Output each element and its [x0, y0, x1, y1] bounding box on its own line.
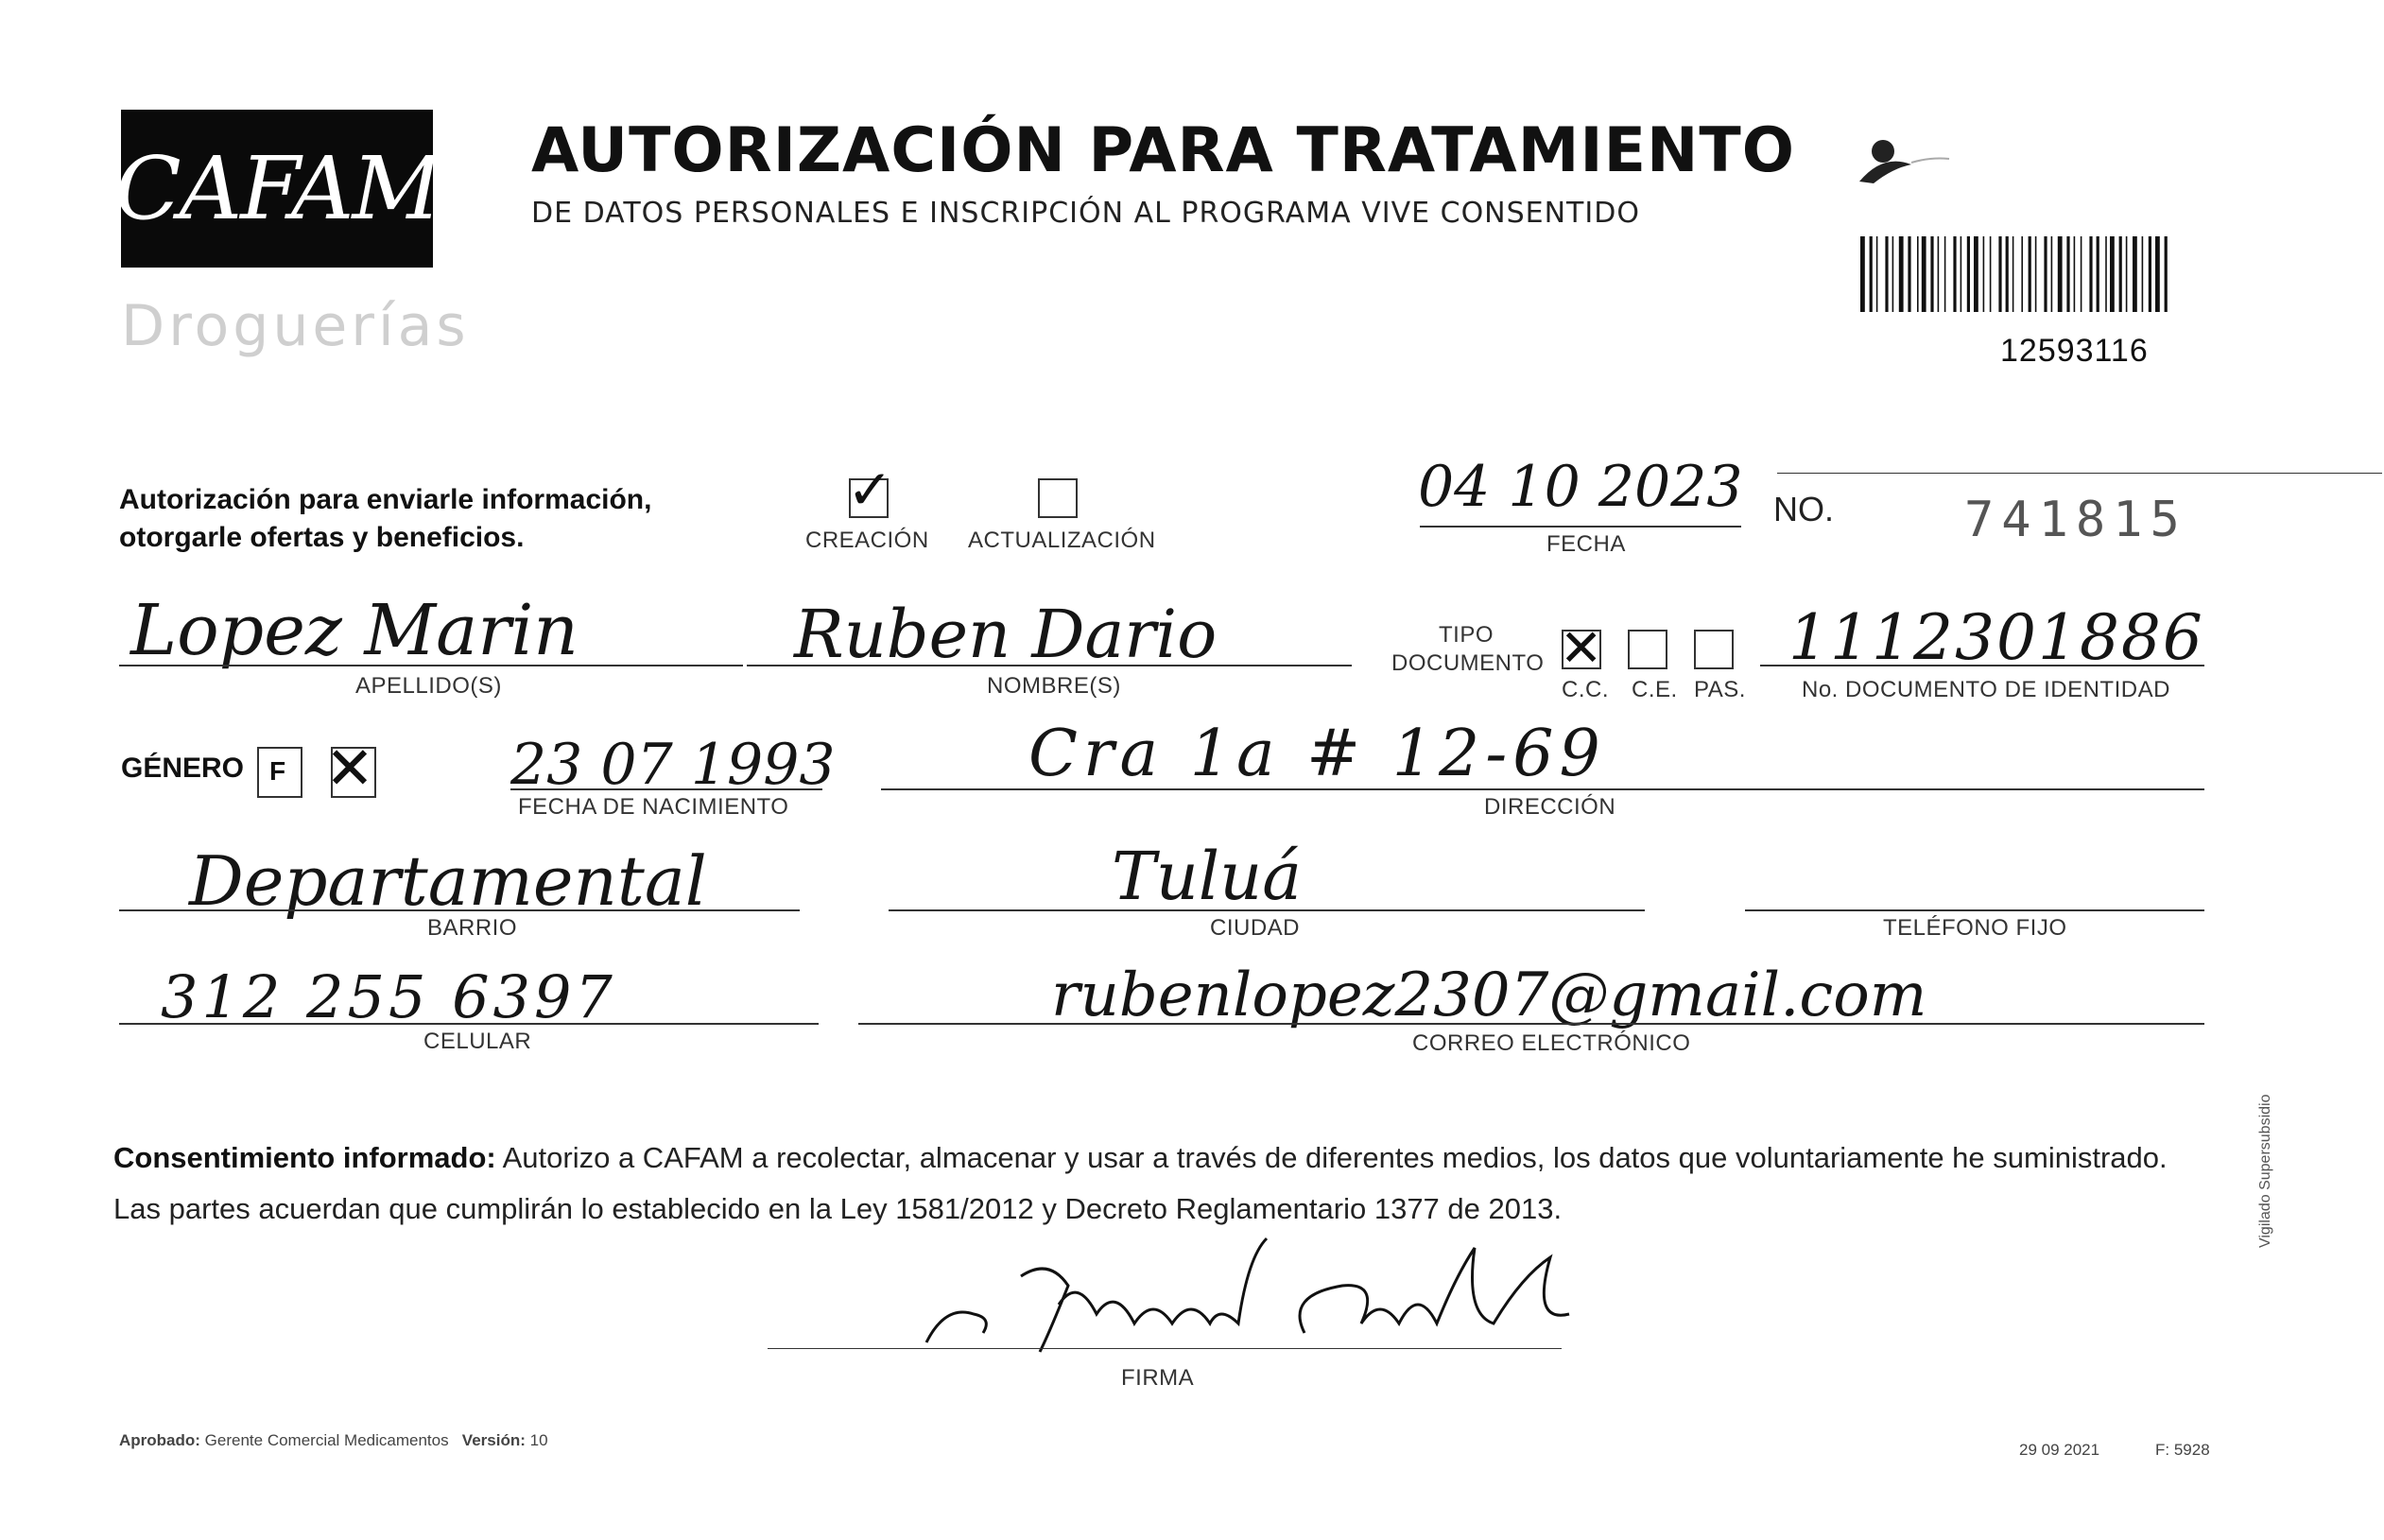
ciudad-value: Tuluá	[1112, 838, 1302, 915]
logo-subtitle: Droguerías	[121, 293, 470, 359]
fecha-label: FECHA	[1546, 531, 1626, 557]
auth-text-line2: otorgarle ofertas y beneficios.	[119, 522, 525, 553]
nombres-label: NOMBRE(S)	[987, 673, 1121, 699]
celular-label: CELULAR	[423, 1029, 532, 1054]
documento-number-label: No. DOCUMENTO DE IDENTIDAD	[1802, 677, 2170, 702]
ciudad-label: CIUDAD	[1210, 915, 1301, 941]
version-value: 10	[529, 1431, 548, 1449]
creacion-check-mark: ✓	[847, 458, 893, 522]
cafam-logo	[114, 110, 440, 268]
aprobado-label: Aprobado:	[119, 1431, 200, 1449]
form-title: AUTORIZACIÓN PARA TRATAMIENTO	[531, 115, 1795, 186]
logo-text: CAFAM	[114, 138, 440, 239]
ce-label: C.E.	[1632, 677, 1678, 702]
version-label: Versión:	[461, 1431, 526, 1449]
footer-form-code: F: 5928	[2155, 1441, 2210, 1459]
firma-label: FIRMA	[1121, 1365, 1195, 1391]
footer-approval	[119, 1431, 548, 1450]
tipo-label: TIPO	[1439, 622, 1494, 648]
genero-f-label: F	[269, 756, 286, 786]
documento-value: 1112301886	[1788, 601, 2204, 674]
direccion-value: Cra 1a # 12-69	[1028, 717, 1606, 791]
apellidos-value: Lopez Marin	[130, 590, 579, 671]
no-value: 741815	[1964, 492, 2187, 548]
apellidos-label: APELLIDO(S)	[355, 673, 502, 699]
cc-label: C.C.	[1562, 677, 1609, 702]
footer-date-code: 29 09 2021	[2019, 1441, 2100, 1459]
genero-label: GÉNERO	[121, 753, 245, 784]
barcode-icon	[1860, 236, 2240, 312]
auth-text-line1: Autorización para enviarle información,	[119, 484, 652, 515]
nombres-value: Ruben Dario	[794, 596, 1218, 673]
correo-label: CORREO ELECTRÓNICO	[1412, 1030, 1691, 1056]
direccion-label: DIRECCIÓN	[1484, 794, 1616, 820]
consent-body-2: Las partes acuerdan que cumplirán lo establecido en la Ley 1581/2012 y Decreto Reglamentario 1377 de 2013.	[113, 1192, 1563, 1225]
celular-value: 312 255 6397	[161, 962, 616, 1031]
barrio-value: Departamental	[189, 841, 707, 921]
no-label: NO.	[1773, 490, 1835, 528]
aprobado-value: Gerente Comercial Medicamentos	[204, 1431, 449, 1449]
ce-checkbox[interactable]	[1628, 630, 1667, 669]
nacimiento-value: 23 07 1993	[510, 732, 836, 798]
fecha-value: 04 10 2023	[1418, 454, 1743, 520]
actualizacion-label: ACTUALIZACIÓN	[968, 528, 1156, 553]
actualizacion-checkbox[interactable]	[1038, 478, 1078, 518]
genero-m-mark: ✕	[325, 734, 374, 803]
telefono-label: TELÉFONO FIJO	[1883, 915, 2067, 941]
correo-value: rubenlopez2307@gmail.com	[1051, 960, 1927, 1030]
pas-label: PAS.	[1694, 677, 1746, 702]
brand-mark-icon	[1855, 125, 1968, 191]
consent-heading: Consentimiento informado:	[113, 1141, 496, 1174]
pas-checkbox[interactable]	[1694, 630, 1734, 669]
barcode-number: 12593116	[2000, 333, 2149, 369]
nacimiento-label: FECHA DE NACIMIENTO	[518, 794, 789, 820]
consent-body-1: Autorizo a CAFAM a recolectar, almacenar y usar a través de diferentes medios, los datos que voluntariamente he suministrado.	[495, 1141, 2168, 1174]
signature-image	[907, 1220, 1588, 1361]
form-subtitle: DE DATOS PERSONALES E INSCRIPCIÓN AL PROGRAMA VIVE CONSENTIDO	[531, 197, 1640, 230]
creacion-label: CREACIÓN	[805, 528, 929, 553]
barrio-label: BARRIO	[427, 915, 518, 941]
side-vigilado-text: Vigilado Supersubsidio	[2257, 1094, 2273, 1248]
cc-check-mark: ✕	[1560, 618, 1603, 678]
documento-label: DOCUMENTO	[1391, 650, 1545, 676]
